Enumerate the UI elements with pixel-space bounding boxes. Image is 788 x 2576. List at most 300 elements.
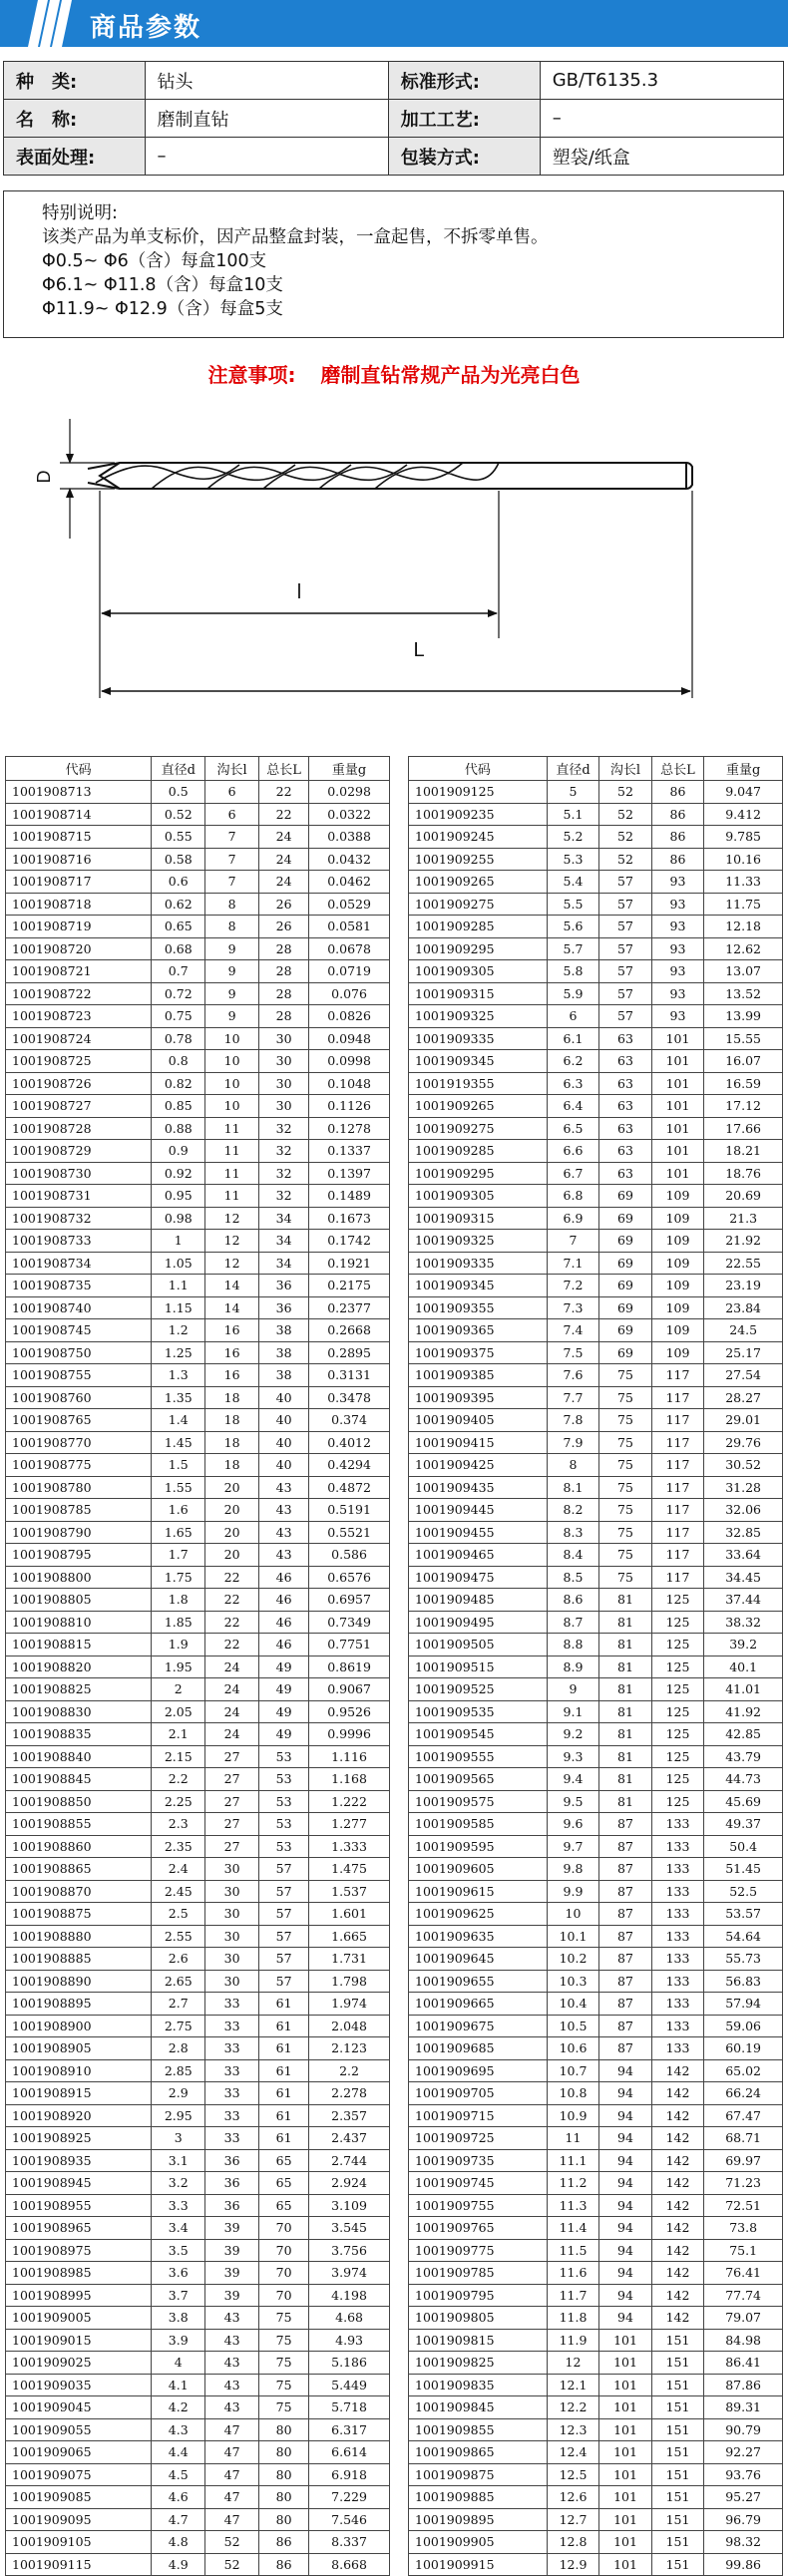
table-cell: 43 <box>259 1499 309 1522</box>
table-row <box>6 2172 390 2195</box>
table-cell: 5.1 <box>547 803 599 826</box>
table-cell: 75 <box>599 1364 652 1387</box>
table-row <box>6 1050 390 1073</box>
table-cell: 39 <box>205 2284 259 2307</box>
table-cell: 1.665 <box>309 1925 390 1948</box>
table-cell: 1001908720 <box>6 937 152 960</box>
table-cell: 54.64 <box>704 1925 783 1948</box>
table-cell: 0.0298 <box>309 781 390 804</box>
table-cell: 0.72 <box>152 982 205 1005</box>
table-cell: 4.6 <box>152 2486 205 2509</box>
table-row <box>6 916 390 938</box>
table-cell: 0.0462 <box>309 871 390 894</box>
table-cell: 1001909275 <box>409 893 548 916</box>
note-line: Φ0.5~ Φ6（含）每盒100支 <box>42 251 267 271</box>
table-row <box>6 1230 390 1253</box>
table-row <box>6 2149 390 2172</box>
table-cell: 1001908955 <box>6 2194 152 2217</box>
table-cell: 133 <box>651 1858 704 1881</box>
table-cell: 6.5 <box>547 1117 599 1140</box>
table-cell: 4.7 <box>152 2508 205 2531</box>
table-cell: 52 <box>205 2553 259 2576</box>
table-cell: 67.47 <box>704 2104 783 2127</box>
table-row <box>409 1275 783 1297</box>
table-cell: 49.37 <box>704 1813 783 1836</box>
table-cell: 1001909625 <box>409 1903 548 1926</box>
table-row <box>6 1813 390 1836</box>
table-cell: 101 <box>599 2374 652 2396</box>
spec-table-left <box>5 756 390 2576</box>
table-cell: 1001908714 <box>6 803 152 826</box>
table-cell: 20 <box>205 1476 259 1499</box>
drill-flutes <box>96 463 499 489</box>
table-cell: 9.7 <box>547 1835 599 1858</box>
table-cell: 1001908728 <box>6 1117 152 1140</box>
table-cell: 57 <box>259 1948 309 1971</box>
table-cell: 94 <box>599 2127 652 2150</box>
table-row <box>409 1341 783 1364</box>
table-cell: 142 <box>651 2104 704 2127</box>
table-cell: 94 <box>599 2217 652 2240</box>
table-cell: 1001909635 <box>409 1925 548 1948</box>
table-cell: 20 <box>205 1499 259 1522</box>
table-cell: 1001909245 <box>409 826 548 849</box>
table-cell: 57 <box>599 916 652 938</box>
table-cell: 101 <box>599 2553 652 2576</box>
table-row <box>6 1611 390 1634</box>
table-cell: 57 <box>599 982 652 1005</box>
table-cell: 1001909045 <box>6 2396 152 2419</box>
table-cell: 2.4 <box>152 1858 205 1881</box>
table-row <box>409 2374 783 2396</box>
table-cell: 117 <box>651 1521 704 1544</box>
table-cell: 1001909395 <box>409 1386 548 1409</box>
table-row <box>409 2172 783 2195</box>
table-cell: 81 <box>599 1745 652 1768</box>
table-cell: 57 <box>259 1903 309 1926</box>
table-row <box>409 1745 783 1768</box>
table-cell: 2.9 <box>152 2082 205 2105</box>
table-cell: 47 <box>205 2441 259 2464</box>
table-cell: 0.0529 <box>309 893 390 916</box>
table-cell: 80 <box>259 2486 309 2509</box>
table-cell: 1001909385 <box>409 1364 548 1387</box>
table-cell: 7.2 <box>547 1275 599 1297</box>
table-cell: 8.668 <box>309 2553 390 2576</box>
table-cell: 71.23 <box>704 2172 783 2195</box>
table-cell: 1.333 <box>309 1835 390 1858</box>
table-cell: 1001908790 <box>6 1521 152 1544</box>
table-cell: 1.7 <box>152 1544 205 1567</box>
table-cell: 109 <box>651 1319 704 1342</box>
table-cell: 9.8 <box>547 1858 599 1881</box>
table-row <box>409 893 783 916</box>
table-cell: 125 <box>651 1723 704 1746</box>
table-cell: 23.19 <box>704 1275 783 1297</box>
table-cell: 9.412 <box>704 803 783 826</box>
table-cell: 53.57 <box>704 1903 783 1926</box>
table-cell: 1001909775 <box>409 2239 548 2262</box>
table-cell: 10.1 <box>547 1925 599 1948</box>
table-cell: 1001908732 <box>6 1207 152 1230</box>
table-cell: 1001908935 <box>6 2149 152 2172</box>
table-cell: 1001909005 <box>6 2307 152 2330</box>
header-bar <box>0 0 788 47</box>
table-row <box>6 1476 390 1499</box>
table-cell: 33.64 <box>704 1544 783 1567</box>
table-cell: 1001908723 <box>6 1005 152 1028</box>
table-cell: 40 <box>259 1386 309 1409</box>
table-cell: 24 <box>259 826 309 849</box>
table-cell: 2.1 <box>152 1723 205 1746</box>
table-cell: 1001908965 <box>6 2217 152 2240</box>
table-cell: 87 <box>599 2037 652 2060</box>
table-cell: 0.6576 <box>309 1566 390 1589</box>
table-cell: 1001909835 <box>409 2374 548 2396</box>
table-cell: 38 <box>259 1319 309 1342</box>
table-cell: 12 <box>547 2352 599 2375</box>
table-row <box>6 1634 390 1656</box>
table-cell: 9 <box>547 1678 599 1701</box>
table-row <box>409 1252 783 1275</box>
table-cell: 1001908890 <box>6 1970 152 1993</box>
table-cell: 0.2895 <box>309 1341 390 1364</box>
table-cell: 0.7 <box>152 960 205 983</box>
table-cell: 36 <box>259 1296 309 1319</box>
table-cell: 8.337 <box>309 2531 390 2554</box>
table-cell: 33 <box>205 2104 259 2127</box>
table-cell: 101 <box>599 2508 652 2531</box>
table-cell: 87 <box>599 1970 652 1993</box>
table-cell: 109 <box>651 1275 704 1297</box>
table-cell: 1.85 <box>152 1611 205 1634</box>
table-cell: 6 <box>205 803 259 826</box>
table-cell: 87 <box>599 1948 652 1971</box>
table-row <box>6 1027 390 1050</box>
table-cell: 89.31 <box>704 2396 783 2419</box>
table-cell: 0.5 <box>152 781 205 804</box>
table-cell: 33 <box>205 2037 259 2060</box>
table-cell: 0.55 <box>152 826 205 849</box>
column-header: 重量g <box>704 757 783 781</box>
table-row <box>409 2104 783 2127</box>
table-row <box>6 848 390 871</box>
table-cell: 55.73 <box>704 1948 783 1971</box>
table-cell: 11.8 <box>547 2307 599 2330</box>
table-cell: 1001908717 <box>6 871 152 894</box>
table-cell: 2.123 <box>309 2037 390 2060</box>
table-cell: 80 <box>259 2441 309 2464</box>
table-row <box>409 2059 783 2082</box>
table-cell: 79.07 <box>704 2307 783 2330</box>
table-cell: 24 <box>205 1656 259 1678</box>
table-row <box>409 2149 783 2172</box>
table-cell: 125 <box>651 1700 704 1723</box>
table-cell: 65 <box>259 2149 309 2172</box>
table-cell: 6.3 <box>547 1072 599 1095</box>
table-cell: 1001909725 <box>409 2127 548 2150</box>
table-cell: 1001909655 <box>409 1970 548 1993</box>
table-cell: 2.3 <box>152 1813 205 1836</box>
table-cell: 5.3 <box>547 848 599 871</box>
table-cell: 33 <box>205 2015 259 2037</box>
table-cell: 0.2175 <box>309 1275 390 1297</box>
table-row <box>6 2059 390 2082</box>
table-cell: 9 <box>205 982 259 1005</box>
table-cell: 0.2668 <box>309 1319 390 1342</box>
table-row <box>409 1521 783 1544</box>
table-row <box>409 1566 783 1589</box>
table-cell: 1001909795 <box>409 2284 548 2307</box>
table-cell: 1001908850 <box>6 1790 152 1813</box>
table-cell: 11.33 <box>704 871 783 894</box>
table-cell: 22 <box>205 1611 259 1634</box>
table-row <box>409 1117 783 1140</box>
table-cell: 30 <box>205 1903 259 1926</box>
table-cell: 2.85 <box>152 2059 205 2082</box>
table-cell: 1001908995 <box>6 2284 152 2307</box>
table-row <box>409 1162 783 1185</box>
table-cell: 94 <box>599 2059 652 2082</box>
table-cell: 37.44 <box>704 1589 783 1612</box>
table-row <box>409 2441 783 2464</box>
note-title: 特别说明: <box>42 203 118 223</box>
table-cell: 68.71 <box>704 2127 783 2150</box>
L-dimension-label: L <box>413 639 425 661</box>
param-value: GB/T6135.3 <box>540 62 783 100</box>
table-cell: 36 <box>205 2172 259 2195</box>
table-cell: 151 <box>651 2508 704 2531</box>
table-cell: 11.4 <box>547 2217 599 2240</box>
table-cell: 20.69 <box>704 1185 783 1208</box>
table-cell: 117 <box>651 1544 704 1567</box>
table-cell: 1.222 <box>309 1790 390 1813</box>
table-cell: 1001909755 <box>409 2194 548 2217</box>
table-cell: 9.785 <box>704 826 783 849</box>
table-row <box>6 826 390 849</box>
table-cell: 1001908745 <box>6 1319 152 1342</box>
table-cell: 1001909505 <box>409 1634 548 1656</box>
table-cell: 1 <box>152 1230 205 1253</box>
table-cell: 1.1 <box>152 1275 205 1297</box>
table-cell: 1.25 <box>152 1341 205 1364</box>
table-cell: 1001909085 <box>6 2486 152 2509</box>
table-cell: 59.06 <box>704 2015 783 2037</box>
table-cell: 142 <box>651 2149 704 2172</box>
table-cell: 93.76 <box>704 2463 783 2486</box>
table-cell: 2.048 <box>309 2015 390 2037</box>
table-cell: 93 <box>651 871 704 894</box>
table-cell: 1001909365 <box>409 1319 548 1342</box>
table-cell: 94 <box>599 2262 652 2285</box>
table-cell: 1001908730 <box>6 1162 152 1185</box>
table-cell: 0.6957 <box>309 1589 390 1612</box>
table-cell: 1001908733 <box>6 1230 152 1253</box>
table-cell: 1001908905 <box>6 2037 152 2060</box>
table-cell: 29.76 <box>704 1431 783 1454</box>
table-cell: 18 <box>205 1454 259 1477</box>
table-cell: 1001909865 <box>409 2441 548 2464</box>
table-cell: 27 <box>205 1813 259 1836</box>
table-cell: 125 <box>651 1656 704 1678</box>
table-cell: 0.9996 <box>309 1723 390 1746</box>
table-cell: 43 <box>205 2352 259 2375</box>
column-header: 总长L <box>259 757 309 781</box>
table-cell: 2.25 <box>152 1790 205 1813</box>
table-cell: 53 <box>259 1835 309 1858</box>
table-cell: 1.6 <box>152 1499 205 1522</box>
param-value: – <box>540 100 783 138</box>
table-row <box>6 871 390 894</box>
table-cell: 3.7 <box>152 2284 205 2307</box>
table-cell: 1.55 <box>152 1476 205 1499</box>
table-cell: 133 <box>651 1993 704 2016</box>
table-row <box>6 937 390 960</box>
table-cell: 33 <box>205 2059 259 2082</box>
table-cell: 93 <box>651 960 704 983</box>
table-cell: 12.5 <box>547 2463 599 2486</box>
table-cell: 142 <box>651 2284 704 2307</box>
table-cell: 2.5 <box>152 1903 205 1926</box>
table-cell: 1001909545 <box>409 1723 548 1746</box>
table-cell: 0.4012 <box>309 1431 390 1454</box>
table-cell: 9.9 <box>547 1880 599 1903</box>
table-cell: 11.3 <box>547 2194 599 2217</box>
table-row <box>409 826 783 849</box>
table-cell: 125 <box>651 1790 704 1813</box>
table-cell: 151 <box>651 2531 704 2554</box>
table-cell: 3.1 <box>152 2149 205 2172</box>
table-row <box>6 1544 390 1567</box>
table-cell: 87 <box>599 2015 652 2037</box>
table-cell: 11 <box>205 1185 259 1208</box>
table-cell: 151 <box>651 2441 704 2464</box>
table-cell: 87.86 <box>704 2374 783 2396</box>
table-cell: 53 <box>259 1790 309 1813</box>
table-cell: 4.5 <box>152 2463 205 2486</box>
slash-logo-icon <box>18 0 80 47</box>
table-cell: 16.59 <box>704 1072 783 1095</box>
table-cell: 1001909585 <box>409 1813 548 1836</box>
table-cell: 0.62 <box>152 893 205 916</box>
table-row <box>409 803 783 826</box>
table-cell: 25.17 <box>704 1341 783 1364</box>
table-cell: 1.731 <box>309 1948 390 1971</box>
table-row <box>409 1700 783 1723</box>
table-cell: 5.186 <box>309 2352 390 2375</box>
table-cell: 30 <box>205 1858 259 1881</box>
table-cell: 18.76 <box>704 1162 783 1185</box>
table-row <box>6 2531 390 2554</box>
table-cell: 52 <box>205 2531 259 2554</box>
table-cell: 10.5 <box>547 2015 599 2037</box>
table-cell: 1001908760 <box>6 1386 152 1409</box>
table-cell: 1001919355 <box>409 1072 548 1095</box>
table-cell: 32 <box>259 1140 309 1163</box>
table-row <box>409 1005 783 1028</box>
table-row <box>6 1723 390 1746</box>
table-cell: 1001909315 <box>409 1207 548 1230</box>
table-cell: 94 <box>599 2149 652 2172</box>
table-cell: 151 <box>651 2486 704 2509</box>
table-cell: 8.9 <box>547 1656 599 1678</box>
drill-diagram <box>0 399 788 718</box>
table-row <box>409 982 783 1005</box>
table-cell: 93 <box>651 893 704 916</box>
table-cell: 86 <box>651 826 704 849</box>
table-cell: 87 <box>599 1835 652 1858</box>
table-row <box>6 2418 390 2441</box>
table-row <box>409 916 783 938</box>
table-cell: 7 <box>205 848 259 871</box>
table-cell: 4.3 <box>152 2418 205 2441</box>
table-cell: 32 <box>259 1162 309 1185</box>
table-cell: 12.4 <box>547 2441 599 2464</box>
table-cell: 21.3 <box>704 1207 783 1230</box>
table-row <box>6 1948 390 1971</box>
table-cell: 4.2 <box>152 2396 205 2419</box>
table-cell: 1001908900 <box>6 2015 152 2037</box>
table-cell: 11 <box>205 1140 259 1163</box>
table-row <box>6 2217 390 2240</box>
table-cell: 151 <box>651 2553 704 2576</box>
table-cell: 34 <box>259 1230 309 1253</box>
table-row <box>6 1252 390 1275</box>
table-cell: 1.168 <box>309 1768 390 1791</box>
table-cell: 1001908735 <box>6 1275 152 1297</box>
table-cell: 46 <box>259 1566 309 1589</box>
table-cell: 10 <box>205 1095 259 1118</box>
table-row <box>409 1858 783 1881</box>
param-key: 名 称: <box>4 100 146 138</box>
table-cell: 142 <box>651 2172 704 2195</box>
table-cell: 0.076 <box>309 982 390 1005</box>
table-cell: 0.1489 <box>309 1185 390 1208</box>
table-cell: 0.0388 <box>309 826 390 849</box>
table-cell: 87 <box>599 1903 652 1926</box>
table-cell: 1001909555 <box>409 1745 548 1768</box>
table-cell: 1001909335 <box>409 1027 548 1050</box>
table-cell: 36 <box>205 2149 259 2172</box>
table-cell: 0.9526 <box>309 1700 390 1723</box>
table-cell: 117 <box>651 1454 704 1477</box>
table-cell: 133 <box>651 1925 704 1948</box>
table-cell: 1001909265 <box>409 871 548 894</box>
table-cell: 10.2 <box>547 1948 599 1971</box>
table-cell: 133 <box>651 1903 704 1926</box>
table-cell: 11.2 <box>547 2172 599 2195</box>
table-row <box>6 1993 390 2016</box>
table-cell: 39.2 <box>704 1634 783 1656</box>
table-cell: 101 <box>651 1140 704 1163</box>
table-cell: 38 <box>259 1364 309 1387</box>
table-cell: 46 <box>259 1634 309 1656</box>
table-row <box>409 1903 783 1926</box>
table-cell: 0.0581 <box>309 916 390 938</box>
table-row <box>409 2217 783 2240</box>
table-cell: 125 <box>651 1611 704 1634</box>
table-cell: 30.52 <box>704 1454 783 1477</box>
table-cell: 6.4 <box>547 1095 599 1118</box>
table-row <box>409 1723 783 1746</box>
param-value: – <box>145 138 388 176</box>
table-cell: 1001909295 <box>409 937 548 960</box>
table-row <box>6 1745 390 1768</box>
table-cell: 10.8 <box>547 2082 599 2105</box>
table-cell: 4 <box>152 2352 205 2375</box>
table-row <box>409 1813 783 1836</box>
table-cell: 7.8 <box>547 1409 599 1432</box>
